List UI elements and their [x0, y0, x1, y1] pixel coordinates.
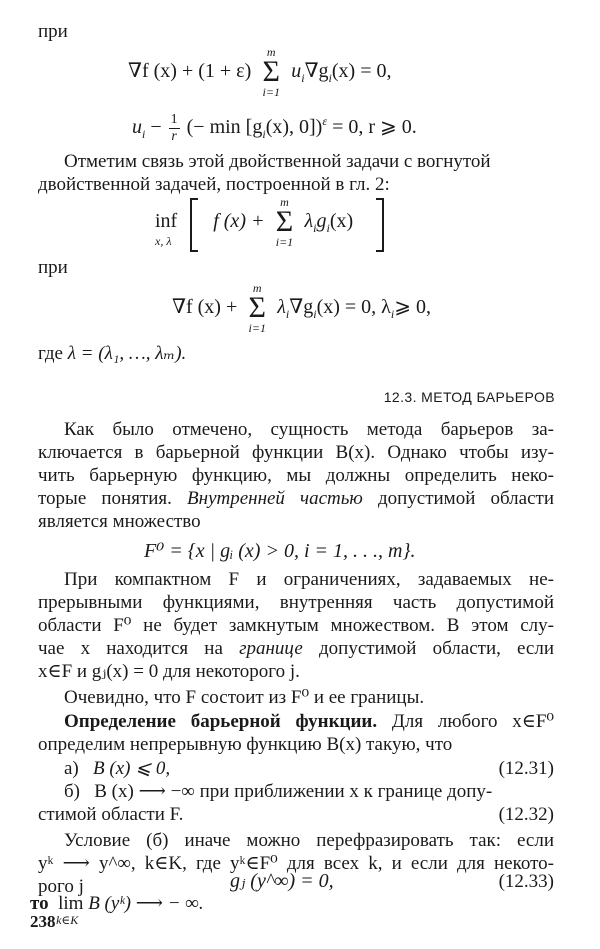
right-bracket [376, 198, 384, 252]
paragraph-line: торые понятия. Внутренней частью допустимой области [38, 488, 554, 509]
page-number: 238 [30, 912, 56, 931]
where-line: где λ = (λ₁, …, λₘ). [38, 343, 187, 364]
section-heading: 12.3. МЕТОД БАРЬЕРОВ [383, 389, 555, 405]
paragraph-line: ключается в барьерной функции B(x). Однако чтобы изу- [38, 442, 554, 463]
sum-symbol: m Σ i=1 [248, 281, 266, 336]
lim-operator: lim k∈K [56, 893, 84, 927]
paragraph-line: является множество [38, 511, 201, 532]
sum-symbol: m Σ i=1 [275, 195, 294, 250]
paragraph-line: Отметим связь этой двойственной задачи с вогнутой [64, 151, 491, 172]
word-pri: при [38, 21, 68, 42]
paragraph-line: x∈F и gⱼ(x) = 0 для некоторого j. [38, 661, 300, 682]
condition-a: а) B (x) ⩽ 0, [64, 758, 171, 779]
paragraph-line: чить барьерную функцию, мы должны определить неко- [38, 465, 554, 486]
paragraph-line: Как было отмечено, сущность метода барьеров за- [64, 419, 554, 440]
paragraph-line: Условие (б) иначе можно перефразировать так: если [64, 830, 554, 851]
equation-number: (12.33) [498, 871, 554, 892]
paragraph-line: рого j [38, 876, 84, 897]
fraction-one-over-r: $\frac{1}{r}$ [170, 111, 178, 144]
paragraph-line: yᵏ ⟶ y^∞, k∈K, где yᵏ∈F⁰ для всех k, и если для некото- [38, 853, 554, 874]
equation-multiplier: $u_i$ − $\frac{1}{r}$ (− $\min [g_i(x)$, 0])$^\varepsilon$ = 0, r ⩾ 0. [132, 111, 417, 144]
condition-b: б) B (x) ⟶ −∞ при приближении x к границе допу- [64, 781, 493, 802]
paragraph-line: определим непрерывную функцию B(x) такую, что [38, 734, 453, 755]
equation-interior-set: F⁰ = {x | gᵢ (x) > 0, i = 1, . . ., m}. [144, 540, 416, 562]
final-limit-line: то lim k∈K B (yᵏ) ⟶ − ∞. [30, 893, 204, 927]
inf-operator: inf x, λ [155, 210, 178, 248]
word-pri: при [38, 257, 68, 278]
paragraph-line: прерывными функциями, внутренняя часть допустимой [38, 592, 554, 613]
paragraph-line: двойственной задачей, построенной в гл. 2: [38, 174, 390, 195]
paragraph-line: Очевидно, что F состоит из F⁰ и ее границы. [64, 687, 425, 708]
paragraph-line: чае x находится на границе допустимой области, если [38, 638, 555, 659]
eq1-left: ∇f (x) + (1 + ε) [128, 60, 252, 82]
equation-number: (12.32) [498, 804, 554, 825]
equation-dual-inf: inf x, λ f (x) + m Σ i=1 $\lambda_ig_i(x)$ [155, 195, 354, 250]
definition-line: Определение барьерной функции. Для любого x∈F⁰ [64, 711, 555, 732]
sum-symbol: m Σ i=1 [262, 45, 280, 100]
equation-number: (12.31) [498, 758, 554, 779]
equation-limit-zero: gⱼ (y^∞) = 0, [230, 870, 334, 892]
paragraph-line: стимой области F. [38, 804, 184, 825]
paragraph-line: При компактном F и ограничениях, задаваемых не- [64, 569, 554, 590]
paragraph-line: области F⁰ не будет замкнутым множеством. В этом слу- [38, 615, 554, 636]
equation-lagrange: ∇f (x) + m Σ i=1 $\lambda_i\nabla g_i(x) = 0$, $\lambda_i⩾$ 0, [172, 281, 431, 336]
equation-gradient-condition: ∇f (x) + (1 + ε) m Σ i=1 $u_i\nabla g_i(x) = 0$, [128, 45, 392, 100]
